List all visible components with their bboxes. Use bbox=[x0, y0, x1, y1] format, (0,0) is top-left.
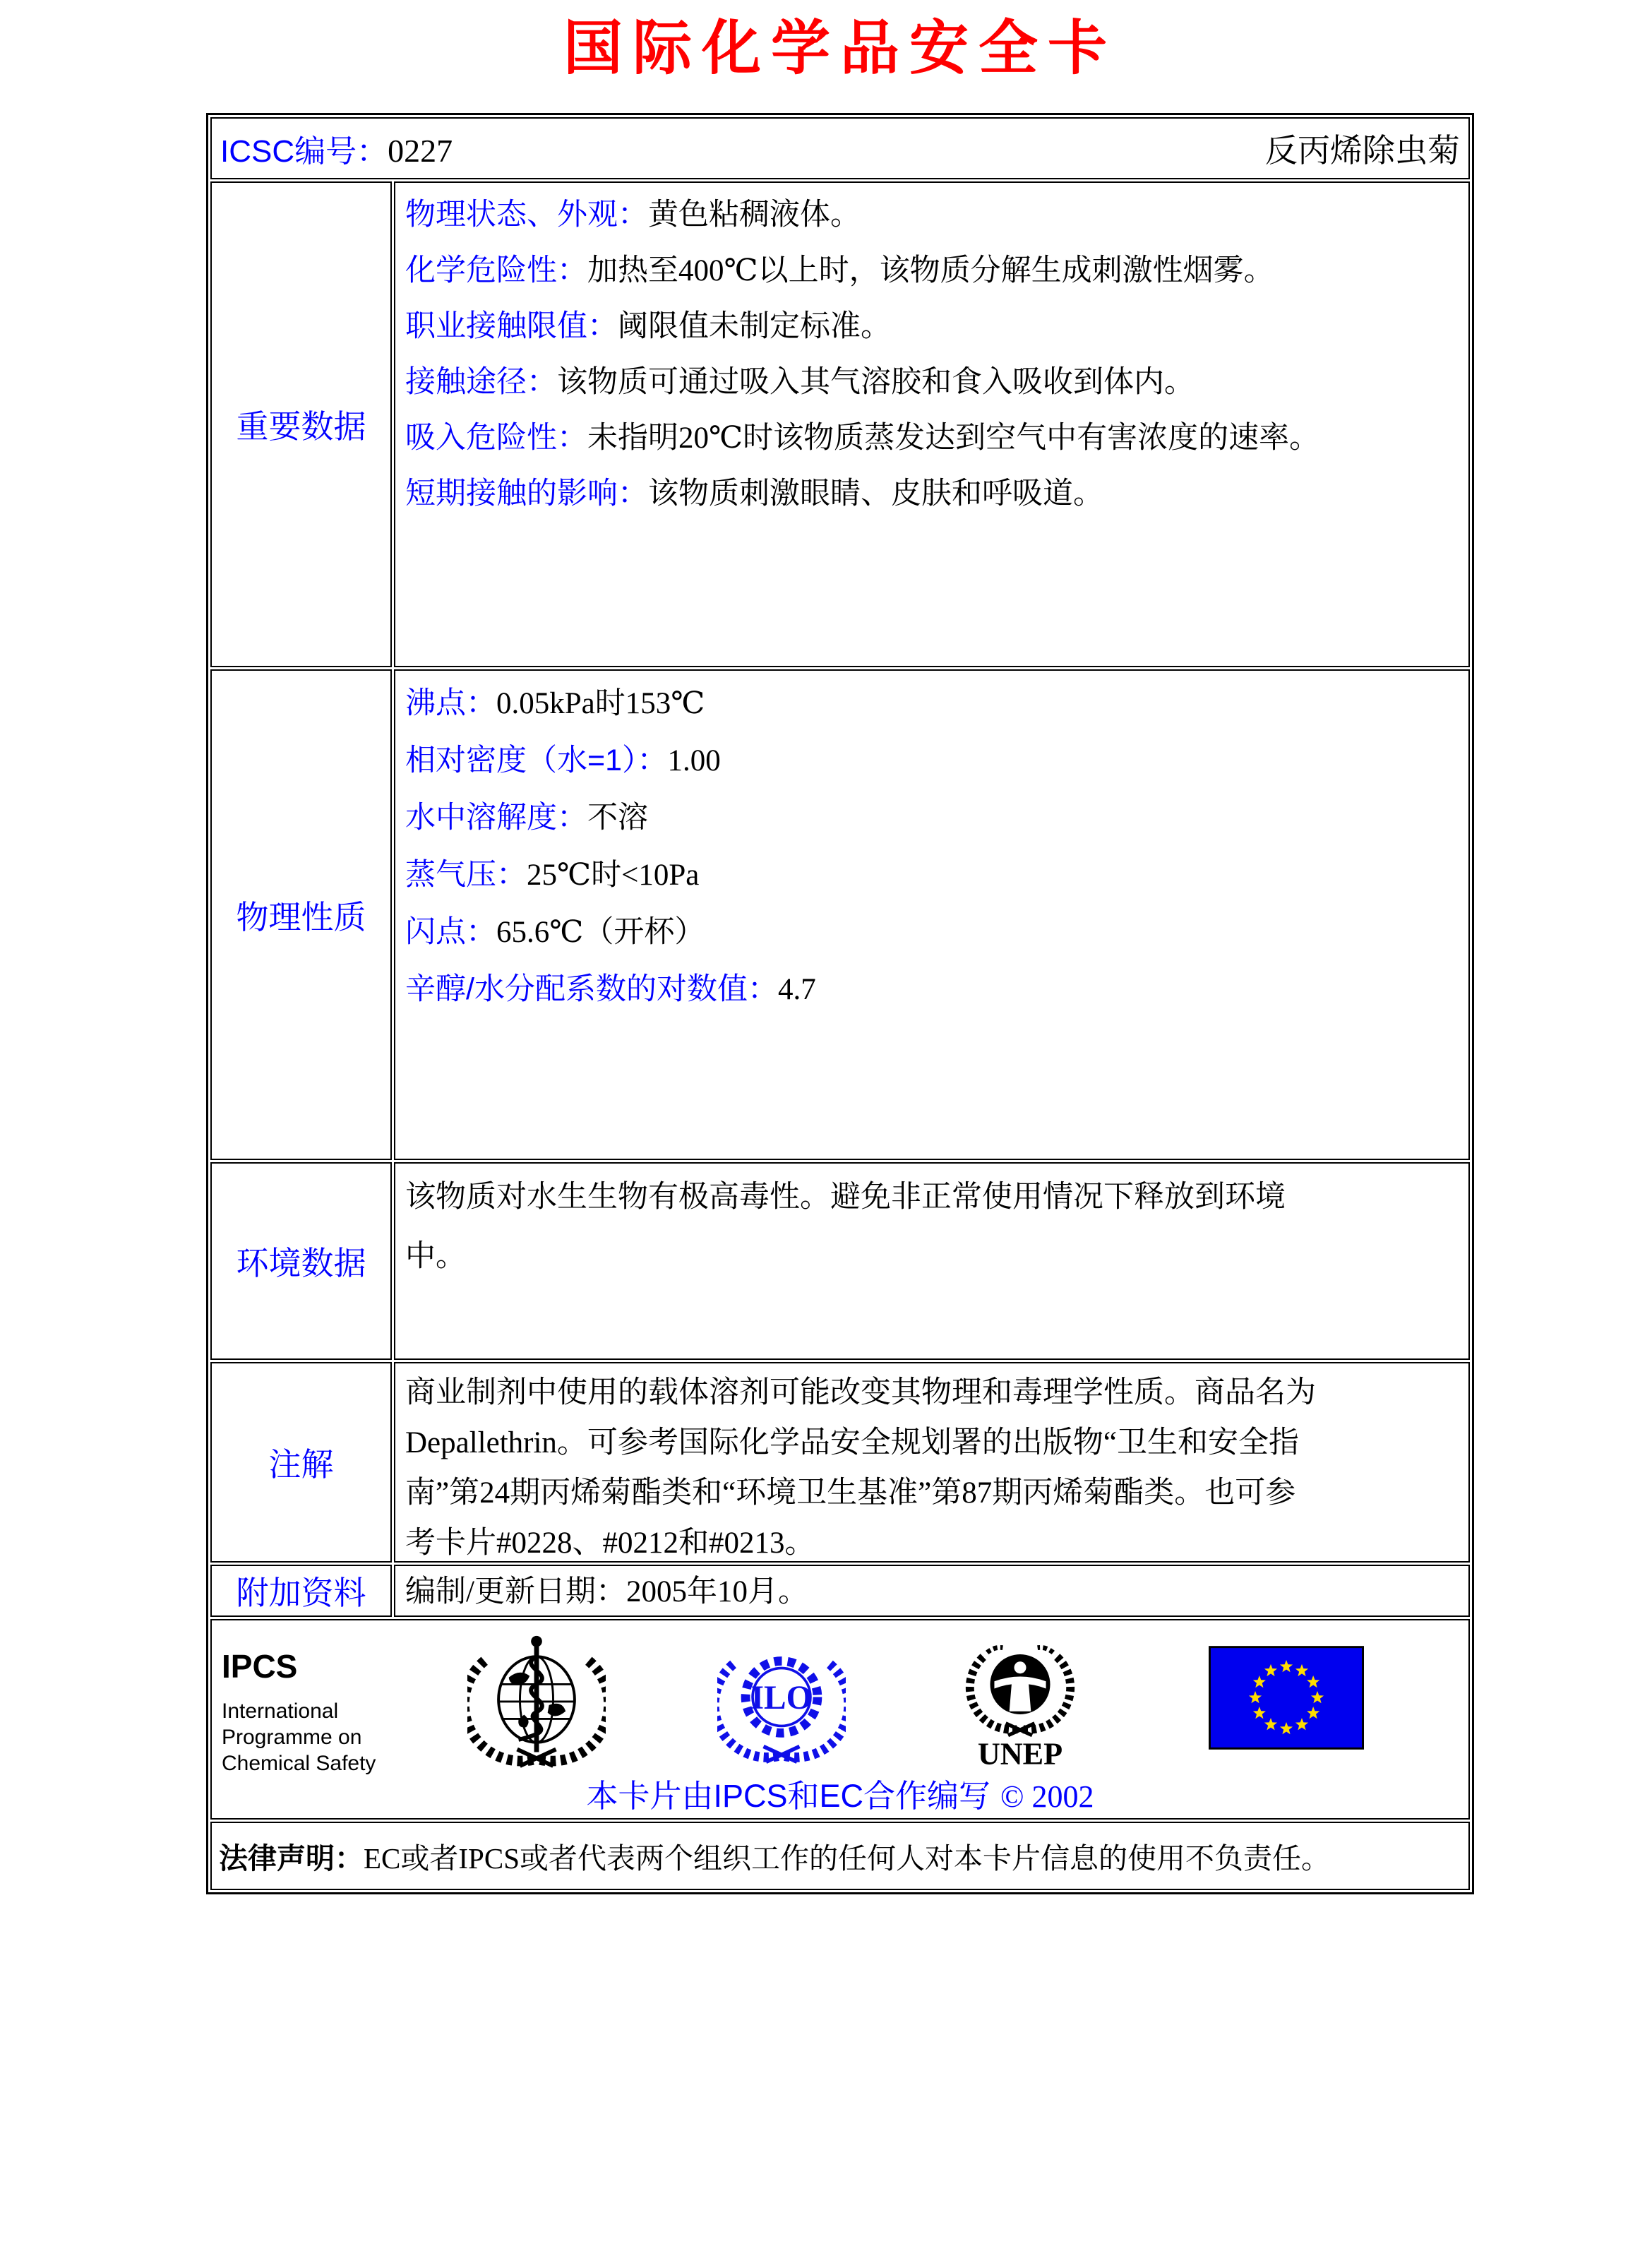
field-value: 该物质可通过吸入其气溶胶和食入吸收到体内。 bbox=[557, 366, 1195, 399]
field-label: 蒸气压： bbox=[405, 858, 527, 892]
field-value: 阈限值未制定标准。 bbox=[618, 310, 891, 343]
field-label: 相对密度（水=1）： bbox=[405, 743, 668, 777]
field-value: 该物质刺激眼睛、皮肤和呼吸道。 bbox=[648, 477, 1103, 510]
field-label: 物理状态、外观： bbox=[405, 198, 648, 232]
page-title: 国际化学品安全卡 bbox=[563, 16, 1117, 82]
substance-name: 反丙烯除虫菊 bbox=[1265, 133, 1460, 169]
section-label-additional-info: 附加资料 bbox=[210, 1565, 392, 1617]
section-content-additional-info bbox=[394, 1565, 1470, 1617]
ilo-logo bbox=[717, 1632, 846, 1769]
svg-text:ILO: ILO bbox=[750, 1679, 813, 1716]
field-value: 0.05kPa时153℃ bbox=[496, 687, 705, 720]
field-label: 水中溶解度： bbox=[405, 801, 587, 835]
icsc-number-group bbox=[220, 126, 453, 171]
icsc-card bbox=[206, 113, 1474, 1894]
field-value: 未指明20℃时该物质蒸发达到空气中有害浓度的速率。 bbox=[587, 422, 1320, 455]
card-header-row bbox=[210, 117, 1470, 179]
section-label-physical-properties: 物理性质 bbox=[210, 669, 392, 1160]
section-content-environmental-data bbox=[394, 1162, 1470, 1360]
field-value: 加热至400℃以上时，该物质分解生成刺激性烟雾。 bbox=[587, 254, 1274, 287]
field-row bbox=[405, 675, 1459, 732]
field-value: 黄色粘稠液体。 bbox=[648, 198, 861, 232]
field-row bbox=[405, 961, 1459, 1018]
section-label-environmental-data: 环境数据 bbox=[210, 1162, 392, 1360]
ipcs-block bbox=[222, 1647, 376, 1776]
field-value: 4.7 bbox=[777, 973, 816, 1006]
logos-cell bbox=[210, 1619, 1470, 1820]
field-label: 短期接触的影响： bbox=[405, 477, 648, 510]
field-value: 25℃时<10Pa bbox=[527, 859, 700, 892]
copyright-year: © 2002 bbox=[1000, 1779, 1094, 1814]
field-value: 不溶 bbox=[587, 801, 648, 835]
section-content-physical-properties bbox=[394, 669, 1470, 1160]
ipcs-subtitle-line: International bbox=[222, 1700, 339, 1723]
ipcs-subtitle-line: Chemical Safety bbox=[222, 1752, 376, 1775]
field-row bbox=[405, 466, 1459, 522]
text-line: 商业制剂中使用的载体溶剂可能改变其物理和毒理学性质。商品名为 bbox=[405, 1376, 1316, 1409]
ipcs-title: IPCS bbox=[222, 1648, 298, 1685]
section-important-data bbox=[210, 181, 1470, 667]
update-date-text: 编制/更新日期：2005年10月。 bbox=[405, 1575, 808, 1608]
section-label-notes: 注解 bbox=[210, 1362, 392, 1563]
text-line: Depallethrin。可参考国际化学品安全规划署的出版物“卫生和安全指 bbox=[405, 1426, 1300, 1459]
section-physical-properties bbox=[210, 669, 1470, 1160]
field-row bbox=[405, 732, 1459, 789]
copyright-text: 本卡片由IPCS和EC合作编写 bbox=[586, 1778, 991, 1814]
field-row bbox=[405, 354, 1459, 410]
field-label: 接触途径： bbox=[405, 365, 557, 399]
field-row bbox=[405, 904, 1459, 961]
field-row bbox=[405, 410, 1459, 466]
field-value: 65.6℃（开杯） bbox=[496, 916, 705, 949]
text-line: 该物质对水生生物有极高毒性。避免非正常使用情况下释放到环境 bbox=[405, 1181, 1286, 1214]
logos-row bbox=[210, 1619, 1470, 1820]
icsc-number-value: 0227 bbox=[388, 133, 453, 169]
legal-label: 法律声明： bbox=[219, 1842, 364, 1875]
text-line: 中。 bbox=[405, 1240, 466, 1273]
legal-text: EC或者IPCS或者代表两个组织工作的任何人对本卡片信息的使用不负责任。 bbox=[364, 1842, 1330, 1875]
section-environmental-data bbox=[210, 1162, 1470, 1360]
who-logo bbox=[467, 1630, 606, 1769]
unep-logo-text: UNEP bbox=[977, 1736, 1063, 1772]
section-label-important-data: 重要数据 bbox=[210, 181, 392, 667]
section-additional-info bbox=[210, 1565, 1470, 1617]
field-label: 职业接触限值： bbox=[405, 309, 618, 343]
unep-logo bbox=[960, 1633, 1080, 1772]
field-label: 吸入危险性： bbox=[405, 421, 587, 455]
legal-cell bbox=[210, 1822, 1470, 1890]
field-row bbox=[405, 847, 1459, 904]
text-line: 南”第24期丙烯菊酯类和“环境卫生基准”第87期丙烯菊酯类。也可参 bbox=[405, 1476, 1296, 1510]
eu-flag bbox=[1209, 1646, 1364, 1750]
section-content-notes bbox=[394, 1362, 1470, 1563]
ipcs-subtitle-line: Programme on bbox=[222, 1726, 362, 1749]
legal-row bbox=[210, 1822, 1470, 1890]
section-notes bbox=[210, 1362, 1470, 1563]
field-label: 辛醇/水分配系数的对数值： bbox=[405, 972, 778, 1006]
field-row bbox=[405, 299, 1459, 354]
text-line: 考卡片#0228、#0212和#0213。 bbox=[405, 1527, 815, 1560]
copyright-line bbox=[212, 1770, 1468, 1816]
card-header bbox=[210, 117, 1470, 179]
field-value: 1.00 bbox=[667, 744, 721, 777]
section-content-important-data bbox=[394, 181, 1470, 667]
field-label: 沸点： bbox=[405, 686, 496, 720]
field-label: 化学危险性： bbox=[405, 253, 587, 287]
icsc-number-label: ICSC编号： bbox=[220, 134, 388, 169]
field-label: 闪点： bbox=[405, 915, 496, 949]
field-row bbox=[405, 789, 1459, 847]
field-row bbox=[405, 187, 1459, 243]
field-row bbox=[405, 243, 1459, 299]
